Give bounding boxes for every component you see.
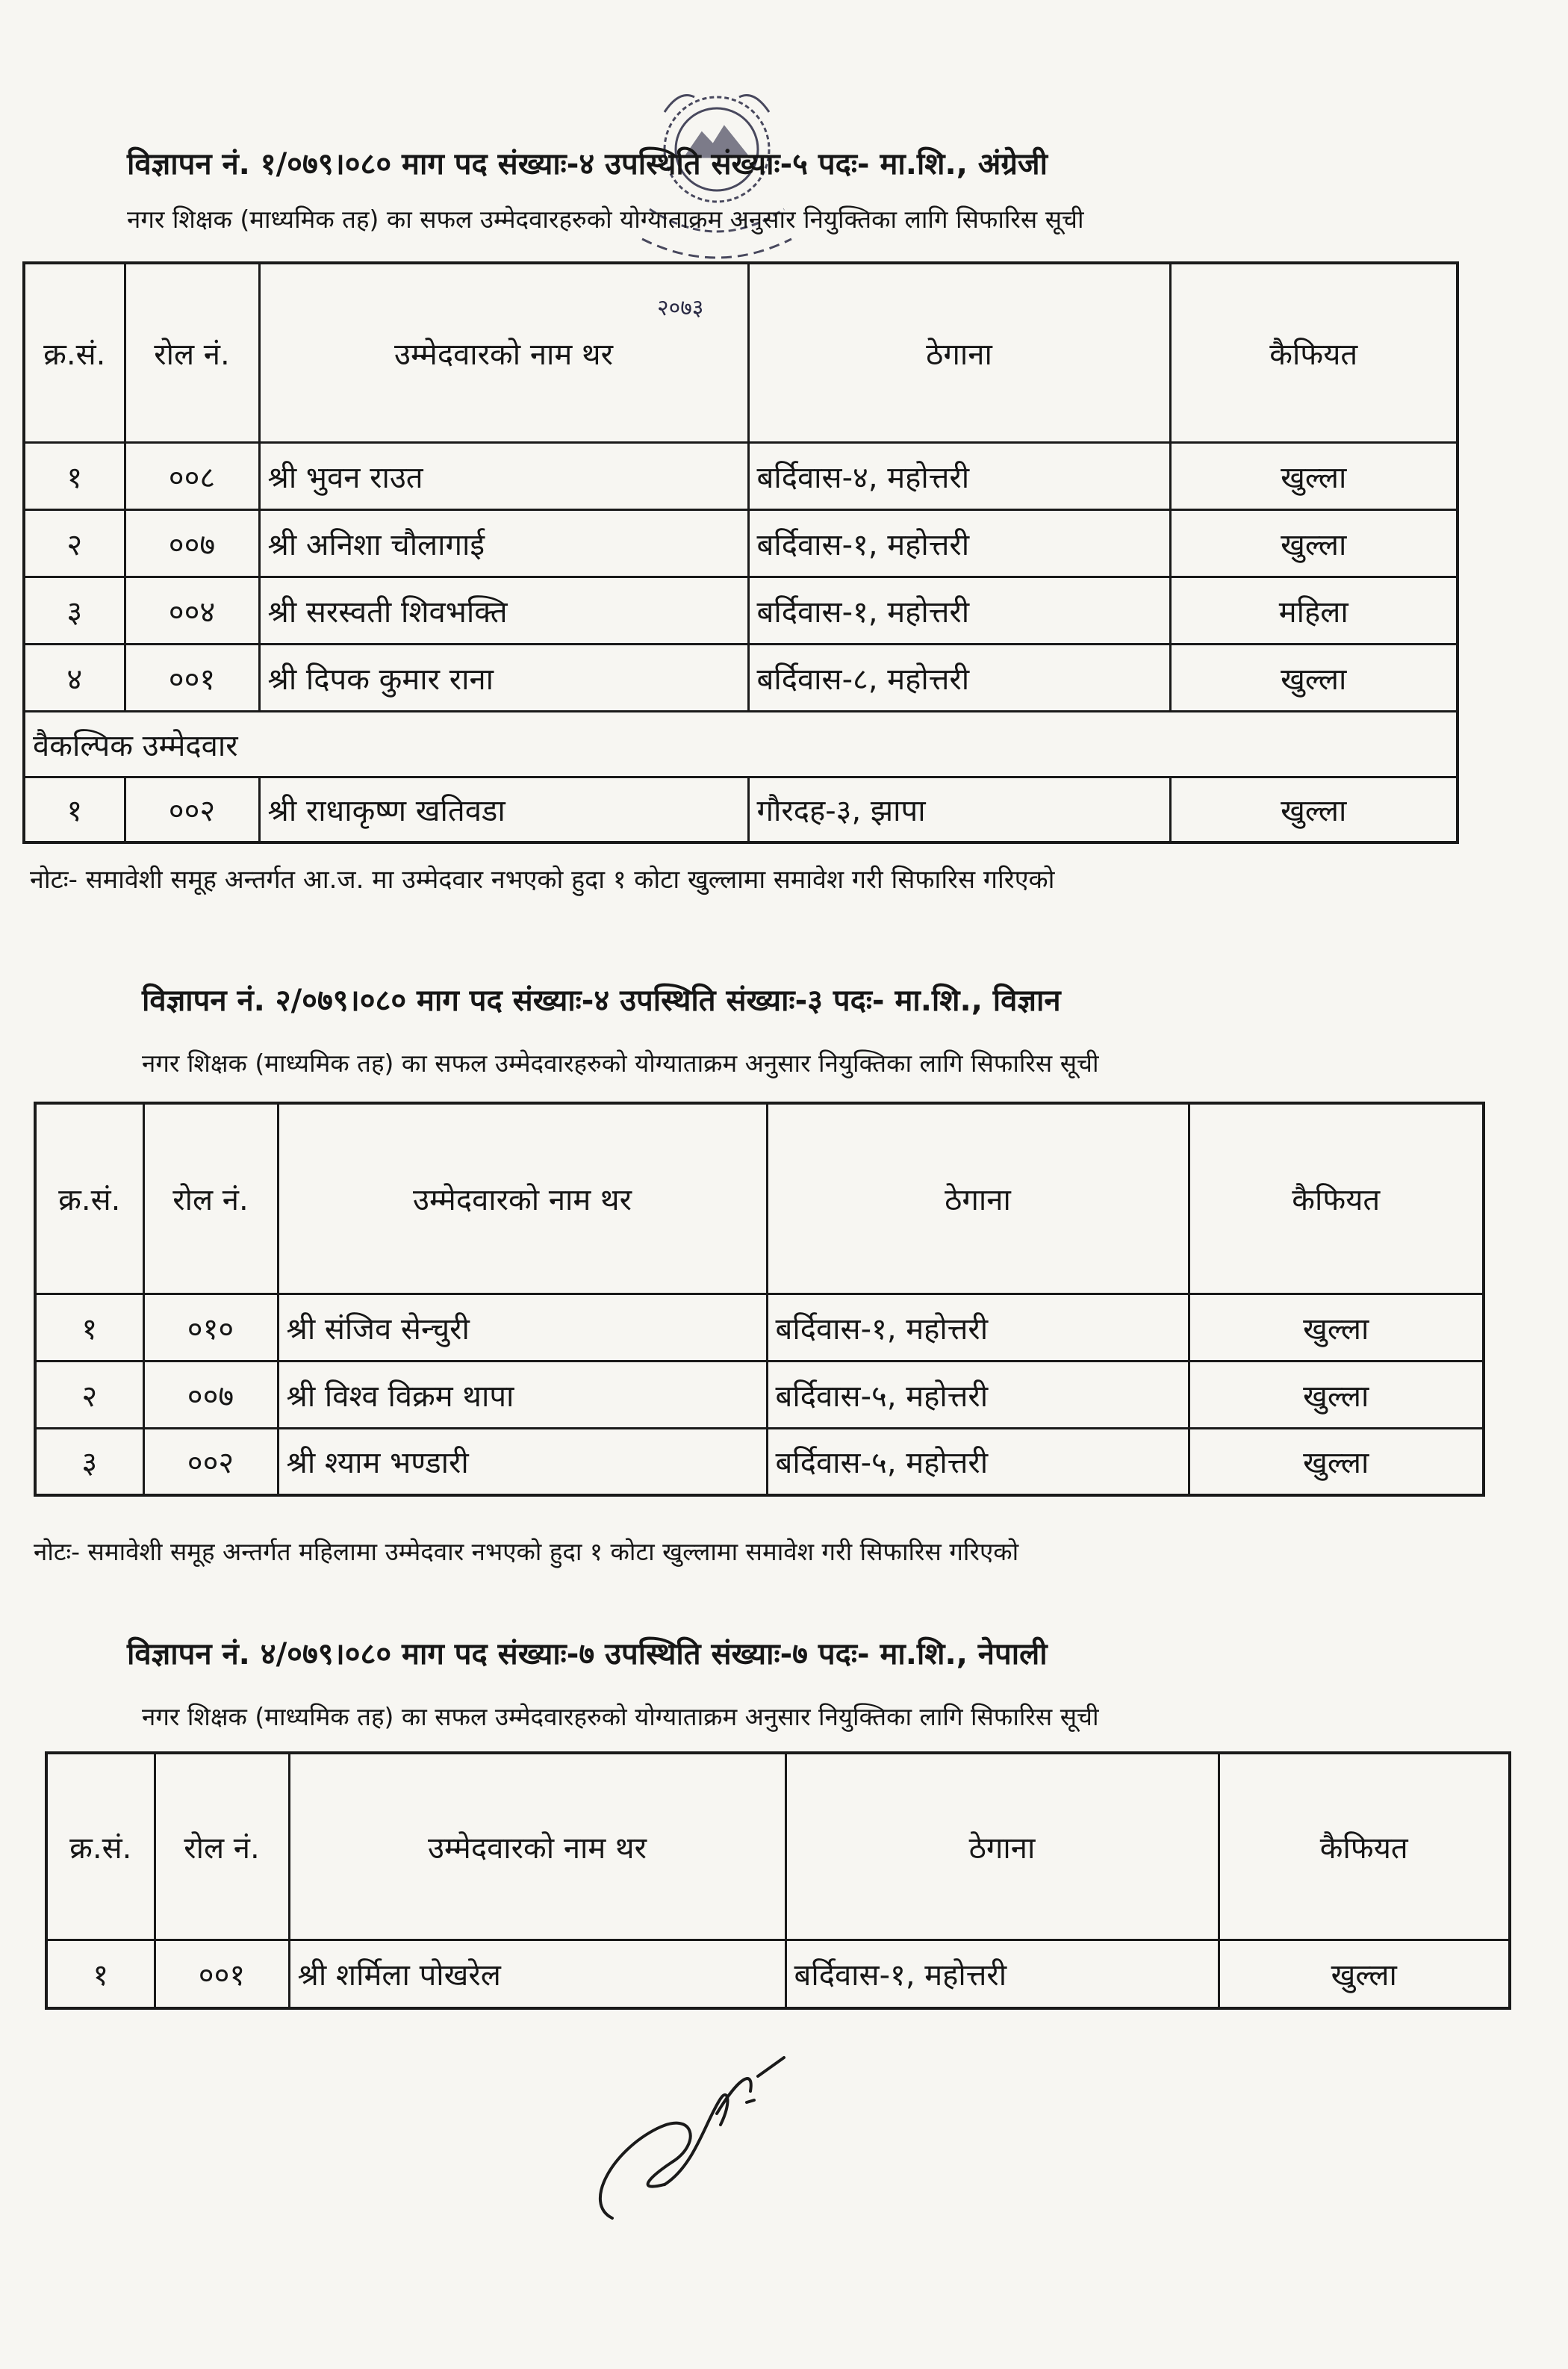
header-roll: रोल नं. [125, 263, 259, 442]
table-row [24, 442, 1457, 509]
cell-serial: २ [35, 1361, 143, 1428]
cell-remarks: खुल्ला [1170, 777, 1457, 842]
cell-serial: ३ [24, 577, 125, 644]
result-table-2 [34, 1102, 1485, 1497]
table-row [35, 1294, 1484, 1361]
cell-roll: ००१ [155, 1940, 289, 2008]
cell-roll: ००४ [125, 577, 259, 644]
cell-address: बर्दिवास-१, महोत्तरी [748, 577, 1170, 644]
result-table-1 [22, 261, 1459, 844]
table-row [24, 777, 1457, 842]
advertisement-heading-3: विज्ञापन नं. ४/०७९।०८० माग पद संख्याः-७ उपस्थिति संख्याः-७ पदः- मा.शि., नेपाली [127, 1637, 1048, 1671]
cell-name: श्री सरस्वती शिवभक्ति [259, 577, 748, 644]
table-row [24, 577, 1457, 644]
cell-address: बर्दिवास-१, महोत्तरी [767, 1294, 1189, 1361]
header-remarks: कैफियत [1170, 263, 1457, 442]
cell-remarks: खुल्ला [1189, 1294, 1484, 1361]
cell-roll: ००७ [143, 1361, 278, 1428]
seal-stamp-number: २०७३ [657, 295, 704, 321]
alternate-candidate-row [24, 711, 1457, 777]
cell-serial: ४ [24, 644, 125, 711]
header-address: ठेगाना [767, 1103, 1189, 1294]
cell-name: श्री दिपक कुमार राना [259, 644, 748, 711]
list-subheading-3: नगर शिक्षक (माध्यमिक तह) का सफल उम्मेदवारहरुको योग्याताक्रम अनुसार नियुक्तिका लागि सिफारिस सूची [142, 1702, 1099, 1731]
cell-name: श्री संजिव सेन्चुरी [278, 1294, 767, 1361]
cell-roll: ००७ [125, 509, 259, 577]
cell-remarks: खुल्ला [1189, 1361, 1484, 1428]
header-serial: क्र.सं. [35, 1103, 143, 1294]
cell-name: श्री शर्मिला पोखरेल [289, 1940, 785, 2008]
table-header-row [24, 263, 1457, 442]
cell-address: बर्दिवास-१, महोत्तरी [748, 509, 1170, 577]
cell-address: गौरदह-३, झापा [748, 777, 1170, 842]
alternate-candidate-label: वैकल्पिक उम्मेदवार [24, 711, 1457, 777]
cell-remarks: खुल्ला [1189, 1428, 1484, 1495]
cell-address: बर्दिवास-४, महोत्तरी [748, 442, 1170, 509]
cell-name: श्री भुवन राउत [259, 442, 748, 509]
advertisement-heading-1: विज्ञापन नं. १/०७९।०८० माग पद संख्याः-४ उपस्थिति संख्याः-५ पदः- मा.शि., अंग्रेजी [127, 147, 1048, 181]
table-header-row [35, 1103, 1484, 1294]
header-roll: रोल नं. [143, 1103, 278, 1294]
advertisement-heading-2: विज्ञापन नं. २/०७९।०८० माग पद संख्याः-४ उपस्थिति संख्याः-३ पदः- मा.शि., विज्ञान [142, 984, 1061, 1018]
cell-serial: १ [24, 777, 125, 842]
cell-name: श्री श्याम भण्डारी [278, 1428, 767, 1495]
cell-name: श्री अनिशा चौलागाई [259, 509, 748, 577]
header-serial: क्र.सं. [46, 1753, 155, 1940]
cell-remarks: खुल्ला [1170, 509, 1457, 577]
cell-address: बर्दिवास-१, महोत्तरी [785, 1940, 1219, 2008]
list-subheading-2: नगर शिक्षक (माध्यमिक तह) का सफल उम्मेदवारहरुको योग्याताक्रम अनुसार नियुक्तिका लागि सिफारिस सूची [142, 1049, 1099, 1078]
header-address: ठेगाना [785, 1753, 1219, 1940]
cell-remarks: खुल्ला [1219, 1940, 1510, 2008]
header-remarks: कैफियत [1189, 1103, 1484, 1294]
cell-roll: ००२ [143, 1428, 278, 1495]
cell-roll: ००१ [125, 644, 259, 711]
cell-remarks: खुल्ला [1170, 442, 1457, 509]
list-subheading-1: नगर शिक्षक (माध्यमिक तह) का सफल उम्मेदवारहरुको योग्याताक्रम अनुसार नियुक्तिका लागि सिफारिस सूची [127, 205, 1084, 234]
header-name: उम्मेदवारको नाम थर [289, 1753, 785, 1940]
cell-address: बर्दिवास-५, महोत्तरी [767, 1428, 1189, 1495]
cell-remarks: खुल्ला [1170, 644, 1457, 711]
cell-address: बर्दिवास-५, महोत्तरी [767, 1361, 1189, 1428]
cell-address: बर्दिवास-८, महोत्तरी [748, 644, 1170, 711]
header-roll: रोल नं. [155, 1753, 289, 1940]
table-row [35, 1361, 1484, 1428]
header-serial: क्र.सं. [24, 263, 125, 442]
note-2: नोटः- समावेशी समूह अन्तर्गत महिलामा उम्मेदवार नभएको हुदा १ कोटा खुल्लामा समावेश गरी सिफारिस गरिएको [34, 1537, 1019, 1566]
table-row [35, 1428, 1484, 1495]
header-remarks: कैफियत [1219, 1753, 1510, 1940]
table-header-row [46, 1753, 1510, 1940]
cell-serial: १ [46, 1940, 155, 2008]
result-table-3 [45, 1751, 1511, 2010]
handwritten-signature-icon [567, 2031, 836, 2255]
note-1: नोटः- समावेशी समूह अन्तर्गत आ.ज. मा उम्मेदवार नभएको हुदा १ कोटा खुल्लामा समावेश गरी सिफारिस गरिएको [30, 865, 1055, 895]
cell-remarks: महिला [1170, 577, 1457, 644]
cell-serial: २ [24, 509, 125, 577]
cell-roll: ०१० [143, 1294, 278, 1361]
cell-name: श्री विश्व विक्रम थापा [278, 1361, 767, 1428]
table-row [24, 644, 1457, 711]
cell-serial: १ [35, 1294, 143, 1361]
table-row [24, 509, 1457, 577]
cell-roll: ००२ [125, 777, 259, 842]
header-name: उम्मेदवारको नाम थर [278, 1103, 767, 1294]
cell-name: श्री राधाकृष्ण खतिवडा [259, 777, 748, 842]
table-row [46, 1940, 1510, 2008]
cell-roll: ००८ [125, 442, 259, 509]
header-address: ठेगाना [748, 263, 1170, 442]
cell-serial: ३ [35, 1428, 143, 1495]
header-name: उम्मेदवारको नाम थर [259, 263, 748, 442]
cell-serial: १ [24, 442, 125, 509]
